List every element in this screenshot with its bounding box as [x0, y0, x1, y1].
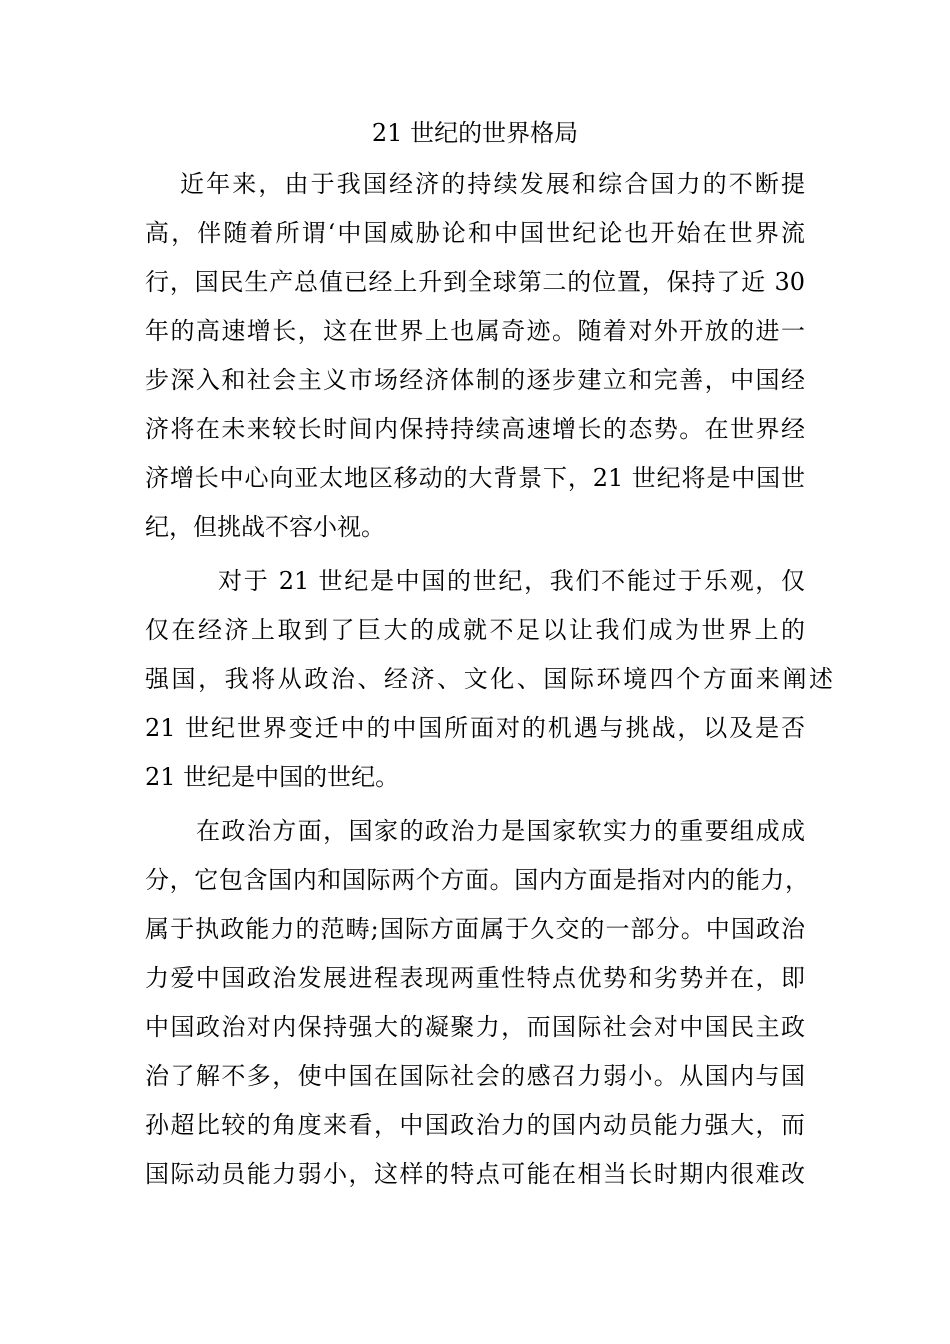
paragraph-1-line-5: 步深入和社会主义市场经济体制的逐步建立和完善，中国经 [145, 366, 805, 394]
paragraph-2-line-2: 仅在经济上取到了巨大的成就不足以让我们成为世界上的 [145, 616, 805, 644]
paragraph-2-line-3: 强国，我将从政治、经济、文化、国际环境四个方面来阐述 [145, 665, 833, 693]
paragraph-3-line-5: 中国政治对内保持强大的凝聚力，而国际社会对中国民主政 [145, 1013, 805, 1041]
document-title: 21 世纪的世界格局 [371, 119, 579, 147]
paragraph-2-line-1: 对于 21 世纪是中国的世纪，我们不能过于乐观，仅 [218, 567, 805, 595]
paragraph-3-line-2: 分，它包含国内和国际两个方面。国内方面是指对内的能力， [145, 866, 809, 894]
paragraph-1-line-1: 近年来，由于我国经济的持续发展和综合国力的不断提 [180, 170, 805, 198]
paragraph-1-line-6: 济将在未来较长时间内保持持续高速增长的态势。在世界经 [145, 415, 805, 443]
paragraph-1-line-8: 纪，但挑战不容小视。 [145, 513, 385, 541]
paragraph-3-line-8: 国际动员能力弱小，这样的特点可能在相当长时期内很难改 [145, 1160, 805, 1188]
paragraph-3-line-6: 治了解不多，使中国在国际社会的感召力弱小。从国内与国 [145, 1062, 805, 1090]
paragraph-1-line-7: 济增长中心向亚太地区移动的大背景下，21 世纪将是中国世 [145, 464, 805, 492]
paragraph-2-line-5: 21 世纪是中国的世纪。 [145, 763, 400, 791]
paragraph-3-line-7: 孙超比较的角度来看，中国政治力的国内动员能力强大，而 [145, 1111, 805, 1139]
paragraph-3-line-3: 属于执政能力的范畴;国际方面属于久交的一部分。中国政治 [145, 915, 805, 943]
paragraph-1-line-4: 年的高速增长，这在世界上也属奇迹。随着对外开放的进一 [145, 317, 805, 345]
paragraph-3-line-4: 力爱中国政治发展进程表现两重性特点优势和劣势并在，即 [145, 964, 805, 992]
paragraph-2-line-4: 21 世纪世界变迁中的中国所面对的机遇与挑战，以及是否 [145, 714, 805, 742]
paragraph-3-line-1: 在政治方面，国家的政治力是国家软实力的重要组成成 [196, 817, 805, 845]
paragraph-1-line-3: 行，国民生产总值已经上升到全球第二的位置，保持了近 30 [145, 268, 805, 296]
paragraph-1-line-2: 高，伴随着所谓‘中国威胁论和中国世纪论也开始在世界流 [145, 219, 805, 247]
